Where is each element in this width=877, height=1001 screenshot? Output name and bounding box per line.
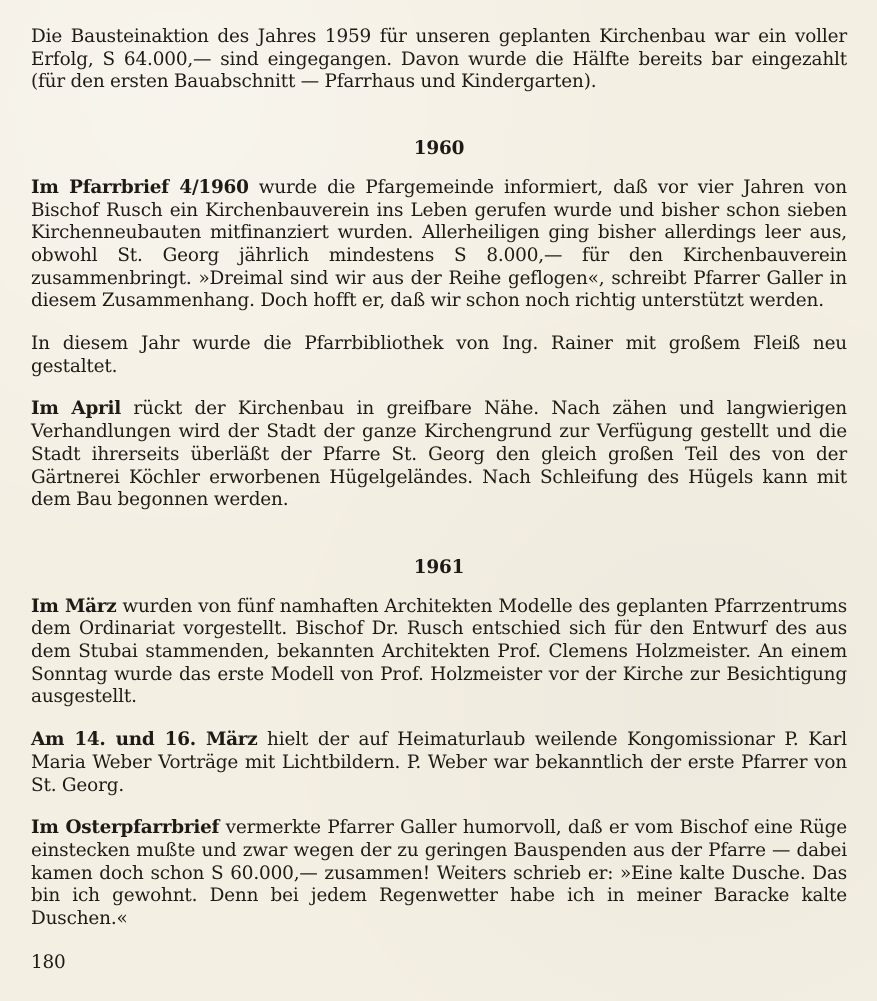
paragraph-im-maerz [31, 596, 847, 710]
paragraph-text: wurde die Pfargemeinde informiert, daß vor vier Jahren von Bischof Rusch ein Kirchenbauverein ins Leben gerufen wurde und bisher schon sieben Kirchenneubauten mitfinanziert wurden. Allerheiligen ging bisher allerdings leer aus, obwohl St. Georg jährlich mindestens S 8.000,— für den Kirchenbauverein zusammenbringt. »Dreimal sind wir aus der Reihe geflogen«, schreibt Pfarrer Galler in diesem Zusammenhang. Doch hofft er, daß wir schon noch richtig unterstützt werden. [31, 176, 847, 312]
paragraph-pfarrbibliothek [31, 333, 847, 378]
paragraph-text: Die Bausteinaktion des Jahres 1959 für unseren geplanten Kirchenbau war ein voller Erfolg, S 64.000,— sind eingegangen. Davon wurde die Hälfte bereits bar eingezahlt (für den ersten Bauabschnitt — Pfarrhaus und Kindergarten). [31, 26, 847, 93]
paragraph-14-und-16-maerz [31, 729, 847, 797]
paragraph-text: vermerkte Pfarrer Galler humorvoll, daß er vom Bischof eine Rüge einstecken mußte und zwar wegen der zu geringen Bauspenden aus der Pfarre — dabei kamen doch schon S 60.000,— zusammen! Weiters schrieb er: »Eine kalte Dusche. Das bin ich gewohnt. Denn bei jedem Regenwetter habe ich in meiner Baracke kalte Duschen.« [31, 817, 847, 930]
paragraph-text: rückt der Kirchenbau in greifbare Nähe. Nach zähen und langwierigen Verhandlungen wird der Stadt der ganze Kirchengrund zur Verfügung gestellt und die Stadt ihrerseits überläßt der Pfarre St. Georg den gleich großen Teil des von der Gärtnerei Köchler erworbenen Hügelgeländes. Nach Schleifung des Hügels kann mit dem Bau begonnen werden. [31, 398, 847, 511]
paragraph-im-april [31, 398, 847, 512]
paragraph-lead: Im Pfarrbrief 4/1960 [31, 176, 249, 198]
paragraph-lead: Am 14. und 16. März [31, 729, 258, 751]
paragraph-lead: Im Osterpfarrbrief [31, 817, 220, 839]
year-heading-1961: 1961 [413, 556, 465, 578]
paragraph-bausteinaktion [31, 26, 847, 94]
paragraph-text: In diesem Jahr wurde die Pfarrbibliothek von Ing. Rainer mit großem Fleiß neu gestaltet. [31, 333, 847, 377]
paragraph-osterpfarrbrief [31, 817, 847, 931]
paragraph-pfarrbrief-1960 [31, 177, 847, 313]
year-heading-1960: 1960 [413, 138, 465, 160]
paragraph-text: wurden von fünf namhaften Architekten Modelle des geplanten Pfarrzentrums dem Ordinariat vorgestellt. Bischof Dr. Rusch entschied sich für den Entwurf des aus dem Stubai stammenden, bekannten Architekten Prof. Clemens Holzmeister. An einem Sonntag wurde das erste Modell von Prof. Holzmeister vor der Kirche zur Besichtigung ausgestellt. [31, 595, 847, 708]
paragraph-lead: Im März [31, 595, 117, 617]
page-number: 180 [31, 952, 66, 973]
paragraph-text: hielt der auf Heimaturlaub weilende Kongomissionar P. Karl Maria Weber Vorträge mit Lichtbildern. P. Weber war bekanntlich der erste Pfarrer von St. Georg. [31, 729, 847, 796]
paragraph-lead: Im April [31, 398, 121, 420]
